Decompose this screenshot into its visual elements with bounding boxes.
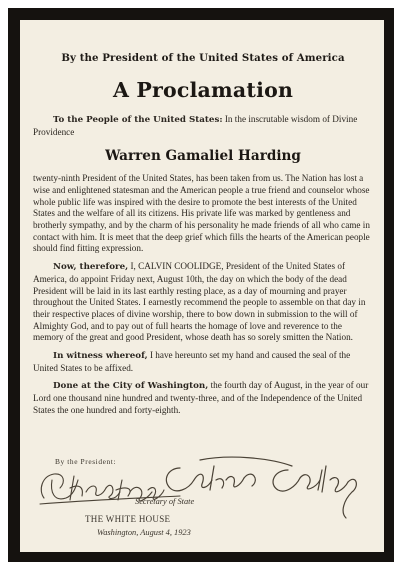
paragraph-4-text: the fourth day of August, in the year of our Lord one thousand nine hundred and twenty-three, and of the Independence of the United States the one hundred and forty-eighth.: [33, 380, 369, 415]
coolidge-signature: [166, 457, 356, 518]
paragraph-2-lead: Now, therefore,: [53, 262, 129, 273]
proclamation-body: [33, 52, 373, 417]
paragraph-2-text: I, CALVIN COOLIDGE, President of the United States of America, do appoint Friday next, August 10th, the day on which the body of the dead President will be laid in its last earthly resting place, as a day of mourning and prayer throughout the United States. I earnestly recommend the people to assemble on that day in their respective places of divine worship, there to bow down in submission to the will of Almighty God, and to pay out of full hearts the homage of love and reverence to the memory of the great and good President, whose death has so sorely smitten the Nation.: [33, 261, 366, 343]
paragraph-1: twenty-ninth President of the United States, has been taken from us. The Nation has lost a wise and enlightened statesman and the American people a true friend and counselor whose whole public life was inspired with the desire to promote the best interests of the United States and the welfare of all its citizens. His private life was marked by gentleness and brotherly sympathy, and by the charm of his personality he made friends of all who came in contact with him. It is meet that the deep grief which fills the hearts of the American people should find fitting expression.: [33, 173, 370, 254]
white-house-label: THE WHITE HOUSE: [85, 514, 171, 524]
place-and-date: Washington, August 4, 1923: [97, 528, 191, 537]
proclamation-title: A Proclamation: [112, 78, 294, 102]
intro-paragraph: [33, 114, 373, 138]
paragraph-4-lead: Done at the City of Washington,: [53, 381, 209, 392]
salutation: To the People of the United States:: [53, 115, 223, 125]
paragraph-2: [33, 261, 373, 344]
secretary-of-state-title: Secretary of State: [135, 497, 195, 506]
paragraph-4: [33, 380, 373, 416]
subject-name: Warren Gamaliel Harding: [105, 148, 301, 165]
paragraph-3: [33, 350, 373, 374]
paragraph-3-text: I have hereunto set my hand and caused the seal of the United States to be affixed.: [33, 350, 351, 373]
intro-text: In the inscrutable wisdom of Divine Providence: [33, 114, 358, 137]
by-president-label: By the President:: [55, 457, 117, 466]
hughes-signature: [40, 474, 180, 504]
authority-line: By the President of the United States of America: [61, 52, 345, 64]
paragraph-3-lead: In witness whereof,: [53, 351, 148, 362]
handwritten-signatures: [30, 440, 370, 550]
